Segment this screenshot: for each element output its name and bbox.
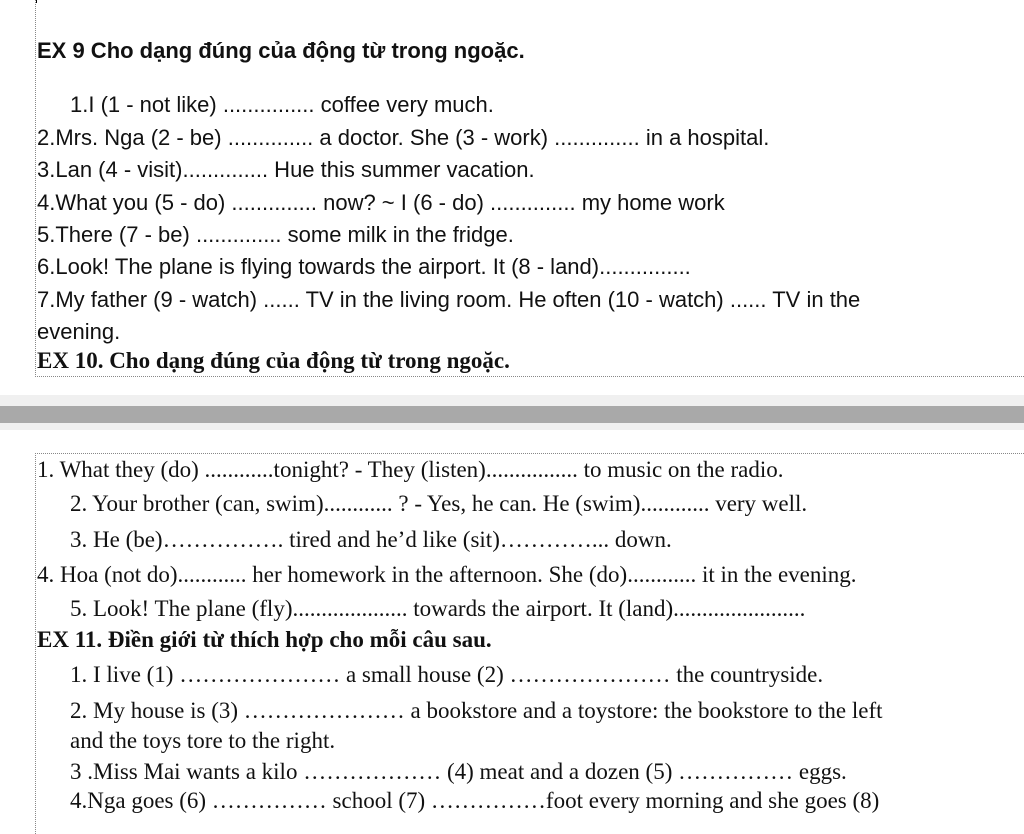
- ex10-line-3: 3. He (be)……………. tired and he’d like (sit)…………... down.: [70, 527, 672, 552]
- ex9-line-7: 7.My father (9 - watch) ...... TV in the living room. He often (10 - watch) ...... TV in the: [37, 287, 861, 312]
- page-separator-bar: [0, 406, 1024, 423]
- page-separator: [0, 395, 1024, 430]
- ex9-line-5: 5.There (7 - be) .............. some milk in the fridge.: [37, 222, 514, 247]
- ex9-line-1: 1.I (1 - not like) ............... coffee very much.: [70, 92, 494, 117]
- ex11-line-3: and the toys tore to the right.: [70, 728, 336, 753]
- ex11-line-1: 1. I live (1) ………………… a small house (2) ………………… the countryside.: [70, 662, 824, 687]
- ex10-line-1: 1. What they (do) ............tonight? - They (listen)................ to music on the radio.: [37, 457, 784, 482]
- ex11-line-5: 4.Nga goes (6) …………… school (7) ……………foot every morning and she goes (8): [70, 788, 880, 813]
- ex9-line-8: evening.: [37, 319, 121, 344]
- ex9-line-6: 6.Look! The plane is flying towards the airport. It (8 - land)...............: [37, 254, 691, 279]
- ex10-line-5: 5. Look! The plane (fly).................... towards the airport. It (land).......................: [70, 596, 806, 621]
- document-page-2: [0, 430, 1024, 825]
- ex10-line-4: 4. Hoa (not do)............ her homework in the afternoon. She (do)............ it in the evening.: [37, 562, 857, 587]
- ex9-title: EX 9 Cho dạng đúng của động từ trong ngoặc.: [37, 38, 525, 63]
- ex11-title: EX 11. Điền giới từ thích hợp cho mỗi câu sau.: [37, 627, 492, 652]
- text-cursor: [36, 0, 37, 3]
- document-page-1: [0, 0, 1024, 395]
- ex9-line-3: 3.Lan (4 - visit).............. Hue this summer vacation.: [37, 157, 535, 182]
- ex9-line-4: 4.What you (5 - do) .............. now? ~ I (6 - do) .............. my home work: [37, 190, 725, 215]
- ex11-line-2: 2. My house is (3) ………………… a bookstore and a toystore: the bookstore to the left: [70, 698, 883, 723]
- ex10-line-2: 2. Your brother (can, swim)............ ? - Yes, he can. He (swim)............ very well.: [70, 491, 808, 516]
- ex10-title: EX 10. Cho dạng đúng của động từ trong ngoặc.: [37, 348, 510, 373]
- ex9-line-2: 2.Mrs. Nga (2 - be) .............. a doctor. She (3 - work) .............. in a hospital.: [37, 125, 770, 150]
- ex11-line-4: 3 .Miss Mai wants a kilo ……………… (4) meat and a dozen (5) …………… eggs.: [70, 759, 847, 784]
